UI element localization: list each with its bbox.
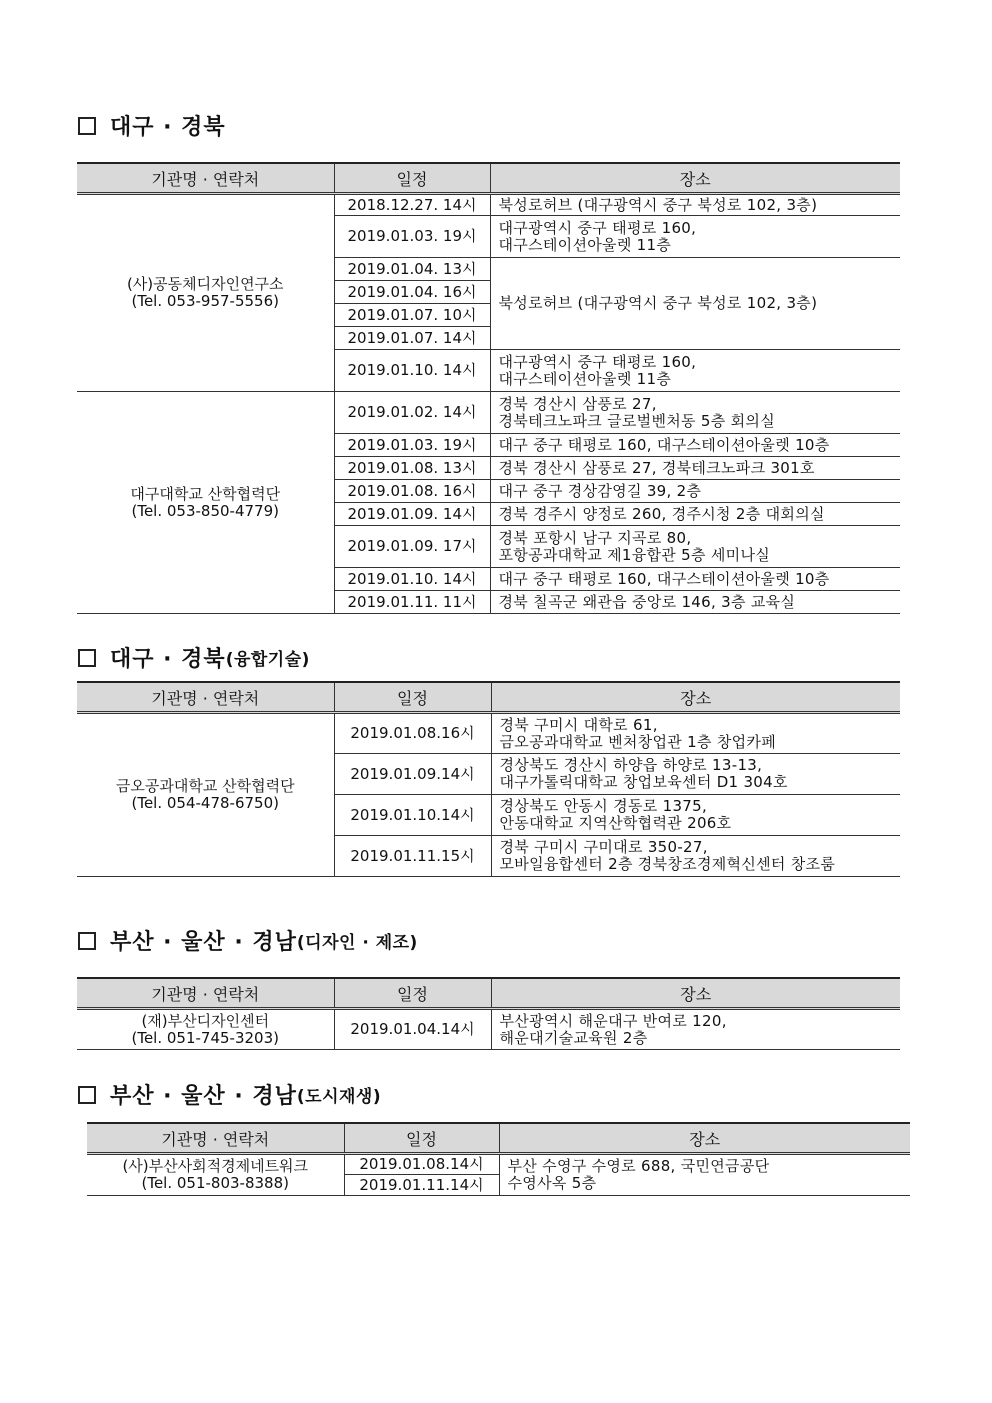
header-org: 기관명 · 연락처 — [77, 163, 334, 194]
place-cell: 부산광역시 해운대구 반여로 120, 해운대기술교육원 2층 — [491, 1009, 900, 1050]
section-heading — [78, 1079, 381, 1110]
org-name: 금오공과대학교 산학협력단 — [115, 777, 295, 795]
org-tel: (Tel. 054-478-6750) — [131, 794, 279, 812]
date-cell: 2019.01.11.14시 — [344, 1175, 499, 1196]
section-heading — [78, 110, 226, 141]
schedule-table — [77, 977, 900, 1050]
place-cell: 경북 경주시 양정로 260, 경주시청 2층 대회의실 — [490, 503, 900, 526]
org-cell — [77, 1009, 334, 1050]
section-title: 부산 · 울산 · 경남 — [110, 930, 297, 955]
date-cell: 2019.01.02. 14시 — [334, 392, 490, 434]
place-cell: 북성로허브 (대구광역시 중구 북성로 102, 3층) — [490, 194, 900, 216]
section-subtitle: (융합기술) — [225, 650, 310, 670]
section-title: 부산 · 울산 · 경남 — [110, 1084, 297, 1109]
org-tel: (Tel. 053-957-5556) — [131, 292, 279, 310]
date-cell: 2019.01.10.14시 — [334, 795, 491, 836]
schedule-table — [87, 1122, 910, 1196]
checkbox-square-icon — [78, 932, 96, 950]
date-cell: 2019.01.10. 14시 — [334, 350, 490, 392]
org-name: (사)공동체디자인연구소 — [126, 275, 284, 293]
header-date: 일정 — [334, 978, 491, 1009]
section-heading — [78, 925, 418, 956]
date-cell: 2019.01.04.14시 — [334, 1009, 491, 1050]
schedule-table — [77, 162, 900, 614]
date-cell: 2019.01.07. 14시 — [334, 327, 490, 350]
place-cell: 경북 구미시 대학로 61, 금오공과대학교 벤처창업관 1층 창업카페 — [491, 713, 900, 754]
header-place: 장소 — [491, 682, 900, 713]
table-row — [77, 713, 900, 754]
place-cell: 경북 경산시 삼풍로 27, 경북테크노파크 글로벌벤처동 5층 회의실 — [490, 392, 900, 434]
section-subtitle: (도시재생) — [296, 1087, 382, 1107]
date-cell: 2019.01.08. 13시 — [334, 457, 490, 480]
place-cell: 부산 수영구 수영로 688, 국민연금공단 수영사옥 5층 — [499, 1154, 910, 1196]
header-date: 일정 — [334, 163, 490, 194]
section-title: 대구 · 경북 — [110, 647, 226, 672]
place-cell: 경북 칠곡군 왜관읍 중앙로 146, 3층 교육실 — [490, 591, 900, 614]
date-cell: 2019.01.08. 16시 — [334, 480, 490, 503]
date-cell: 2019.01.11.15시 — [334, 836, 491, 877]
date-cell: 2019.01.08.16시 — [334, 713, 491, 754]
header-place: 장소 — [490, 163, 900, 194]
place-cell: 북성로허브 (대구광역시 중구 북성로 102, 3층) — [490, 258, 900, 350]
date-cell: 2019.01.07. 10시 — [334, 304, 490, 327]
header-org: 기관명 · 연락처 — [77, 682, 334, 713]
header-org: 기관명 · 연락처 — [87, 1123, 344, 1154]
date-cell: 2019.01.09. 17시 — [334, 526, 490, 568]
place-cell: 경북 포항시 남구 지곡로 80, 포항공과대학교 제1융합관 5층 세미나실 — [490, 526, 900, 568]
date-cell: 2019.01.08.14시 — [344, 1154, 499, 1175]
org-tel: (Tel. 051-803-8388) — [141, 1174, 289, 1192]
date-cell: 2019.01.04. 16시 — [334, 281, 490, 304]
org-cell — [77, 713, 334, 877]
table-row — [77, 392, 900, 434]
date-cell: 2019.01.09.14시 — [334, 754, 491, 795]
checkbox-square-icon — [78, 117, 96, 135]
place-cell: 대구광역시 중구 태평로 160, 대구스테이션아울렛 11층 — [490, 216, 900, 258]
date-cell: 2019.01.03. 19시 — [334, 434, 490, 457]
section-heading — [78, 642, 310, 673]
schedule-table — [77, 681, 900, 877]
org-name: (재)부산디자인센터 — [141, 1011, 270, 1030]
checkbox-square-icon — [78, 649, 96, 667]
header-date: 일정 — [344, 1123, 499, 1154]
place-cell: 대구 중구 경상감영길 39, 2층 — [490, 480, 900, 503]
org-name: (사)부산사회적경제네트워크 — [122, 1157, 309, 1175]
table-row — [77, 1009, 900, 1050]
section-subtitle: (디자인 · 제조) — [296, 933, 418, 953]
table-row — [87, 1154, 910, 1175]
org-tel: (Tel. 051-745-3203) — [131, 1028, 279, 1047]
section-title: 대구 · 경북 — [110, 115, 226, 140]
place-cell: 경상북도 경산시 하양읍 하양로 13-13, 대구가톨릭대학교 창업보육센터 D1 304호 — [491, 754, 900, 795]
org-cell — [77, 392, 334, 614]
header-date: 일정 — [334, 682, 491, 713]
date-cell: 2018.12.27. 14시 — [334, 194, 490, 216]
org-tel: (Tel. 053-850-4779) — [131, 501, 279, 520]
date-cell: 2019.01.09. 14시 — [334, 503, 490, 526]
place-cell: 경북 구미시 구미대로 350-27, 모바일융합센터 2층 경북창조경제혁신센터 창조룸 — [491, 836, 900, 877]
header-org: 기관명 · 연락처 — [77, 978, 334, 1009]
org-cell — [77, 194, 334, 392]
org-name: 대구대학교 산학협력단 — [130, 484, 281, 503]
place-cell: 대구광역시 중구 태평로 160, 대구스테이션아울렛 11층 — [490, 350, 900, 392]
place-cell: 경상북도 안동시 경동로 1375, 안동대학교 지역산학협력관 206호 — [491, 795, 900, 836]
header-place: 장소 — [491, 978, 900, 1009]
date-cell: 2019.01.11. 11시 — [334, 591, 490, 614]
header-place: 장소 — [499, 1123, 910, 1154]
org-cell — [87, 1154, 344, 1196]
place-cell: 대구 중구 태평로 160, 대구스테이션아울렛 10층 — [490, 568, 900, 591]
table-row — [77, 194, 900, 216]
checkbox-square-icon — [78, 1086, 96, 1104]
place-cell: 경북 경산시 삼풍로 27, 경북테크노파크 301호 — [490, 457, 900, 480]
date-cell: 2019.01.04. 13시 — [334, 258, 490, 281]
date-cell: 2019.01.10. 14시 — [334, 568, 490, 591]
place-cell: 대구 중구 태평로 160, 대구스테이션아울렛 10층 — [490, 434, 900, 457]
date-cell: 2019.01.03. 19시 — [334, 216, 490, 258]
